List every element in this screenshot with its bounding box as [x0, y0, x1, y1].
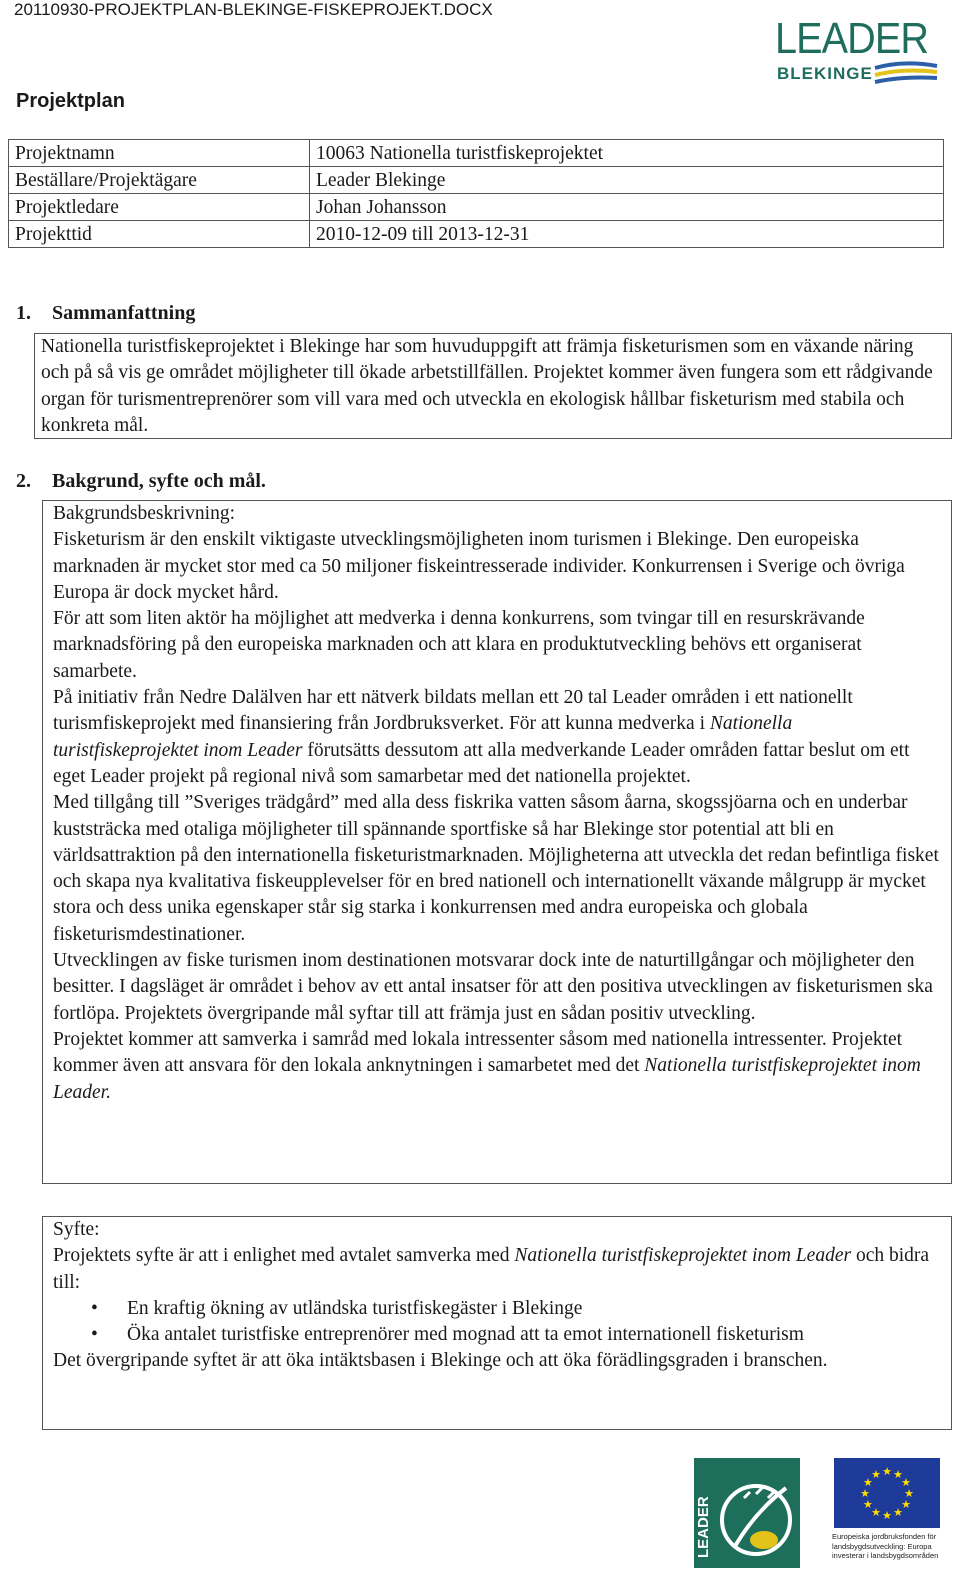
background-paragraph: Fisketurism är den enskilt viktigaste utvecklingsmöjligheten inom turismen i Blekinge. Den europeiska marknaden är mycket stor med ca 50 miljoner fiskeintresserade individer. Konkurrensen i Sverige och övriga Europa är dock mycket hård.: [53, 529, 905, 603]
purpose-outro: Det övergripande syftet är att öka intäktsbasen i Blekinge och att öka förädlingsgraden i branschen.: [53, 1350, 828, 1372]
eu-star-icon: ★: [882, 1510, 892, 1522]
table-value: Johan Johansson: [310, 194, 944, 221]
background-box: [42, 500, 952, 1184]
table-value: Leader Blekinge: [310, 167, 944, 194]
section1-number: 1.: [16, 302, 31, 324]
eu-star-icon: ★: [904, 1488, 914, 1500]
logo-line1: LEADER: [775, 14, 929, 63]
background-paragraph: För att som liten aktör ha möjlighet att medverka i denna konkurrens, som tvingar till en resurskrävande marknadsföring på den europeiska marknaden och att klara en produktutveckling behövs ett organiserat samarbete.: [53, 608, 865, 682]
table-key: Beställare/Projektägare: [9, 167, 310, 194]
table-value: 2010-12-09 till 2013-12-31: [310, 221, 944, 248]
eu-star-icon: ★: [860, 1488, 870, 1500]
list-item-text: En kraftig ökning av utländska turistfiskegäster i Blekinge: [127, 1297, 583, 1319]
table-key: Projektnamn: [9, 140, 310, 167]
text-run: På initiativ från Nedre Dalälven har ett nätverk bildats mellan ett 20 tal Leader områden i ett nationellt turismfiskeprojekt med finansiering från Jordbruksverket. För att kunna medverka i: [53, 687, 853, 735]
text-run: och bidra till:: [53, 1245, 930, 1293]
purpose-label: Syfte:: [53, 1219, 100, 1240]
table-row: [9, 194, 944, 221]
eu-star-icon: ★: [882, 1466, 892, 1478]
background-paragraph: Utvecklingen av fiske turismen inom destinationen motsvarar dock inte de naturtillgångar och möjligheter den besitter. I dagsläget är området i behov av ett antal insatser för att den positiva utvecklingen av fisketurismen ska fortlöpa. Projektets övergripande mål syftar till att främja just en sådan positiv utveckling.: [53, 950, 933, 1024]
italic-project-name: Nationella turistfiskeprojektet inom Leader: [53, 713, 793, 761]
eu-star-icon: ★: [862, 1477, 873, 1489]
eu-star-icon: ★: [893, 1507, 903, 1520]
eu-flag-icon: [834, 1458, 940, 1528]
table-key: Projektledare: [9, 194, 310, 221]
leader-blekinge-logo: [773, 14, 943, 88]
logo-line2: BLEKINGE: [777, 64, 873, 83]
table-row: [9, 140, 944, 167]
project-info-table: [8, 139, 944, 248]
eu-agricultural-fund-logo: [830, 1458, 942, 1568]
table-row: [9, 167, 944, 194]
eu-star-icon: ★: [893, 1468, 903, 1481]
text-run: Projektet kommer att samverka i samråd med lokala intressenter såsom med nationella intressenter. Projektet kommer även att ansvara för den lokala anknytningen i samarbetet med det: [53, 1028, 903, 1077]
background-paragraph: Med tillgång till ”Sveriges trädgård” med alla dess fiskrika vatten såsom åarna, skogssjöarna och en underbar kuststräcka med otaliga möjligheter till spännande sportfiske så har Blekinge stor potential att bli en världsattraktion på den internationella fisketuristmarknaden. Möjligheterna att utveckla det redan befintliga fisket och skapa nya kvalitativa fiskeupplevelser för en bred nationell och internationellt växande målgrupp är mycket stora och dess unika egenskaper står sig starka i konkurrensen med andra europeiska och globala fisketurismdestinationer.: [53, 792, 939, 945]
section2-number: 2.: [16, 470, 31, 492]
section2-heading: [16, 470, 266, 493]
eu-star-icon: ★: [862, 1499, 873, 1511]
summary-text: Nationella turistfiskeprojektet i Blekinge har som huvuduppgift att främja fisketurismen som en växande näring och på så vis ge området möjligheter till ökade arbetstillfällen. Projektet kommer även fungera som ett rådgivande organ för turismentreprenörer som vill vara med och utveckla en ekologisk hållbar fisketurism med stabila och konkreta mål.: [41, 336, 933, 436]
purpose-intro: [53, 1243, 941, 1296]
background-label: Bakgrundsbeskrivning:: [53, 503, 235, 524]
leader-emblem-text: LEADER: [695, 1496, 712, 1558]
background-paragraph: [53, 685, 941, 790]
table-value: 10063 Nationella turistfiskeprojektet: [310, 140, 944, 167]
section1-heading: [16, 302, 195, 325]
list-item-text: Öka antalet turistfiske entreprenörer med mognad att ta emot internationell fisketurism: [127, 1324, 804, 1346]
purpose-box: [42, 1216, 952, 1430]
logo-swoosh-icon: [873, 58, 941, 88]
purpose-list: [53, 1296, 941, 1349]
background-paragraph: [53, 1027, 941, 1106]
italic-project-name: Nationella turistfiskeprojektet inom Leader.: [53, 1055, 921, 1103]
leader-emblem-logo: [694, 1458, 800, 1568]
eu-star-icon: ★: [901, 1477, 912, 1489]
eu-caption: Europeiska jordbruksfonden för landsbygdsutveckling: Europa investerar i landsbygdsområden: [832, 1532, 939, 1560]
eu-star-icon: ★: [871, 1468, 881, 1481]
eu-star-icon: ★: [901, 1499, 912, 1511]
table-key: Projekttid: [9, 221, 310, 248]
list-item: [53, 1296, 941, 1322]
section1-title: Sammanfattning: [52, 302, 196, 324]
file-header: 20110930-PROJEKTPLAN-BLEKINGE-FISKEPROJEKT.DOCX: [14, 0, 493, 19]
text-run: förutsätts dessutom att alla medverkande Leader områden fattar beslut om ett eget Leader projekt på regional nivå som samarbetar med det nationella projektet.: [53, 739, 910, 787]
bullet-icon: •: [91, 1324, 98, 1346]
bullet-icon: •: [91, 1297, 98, 1319]
list-item: [53, 1322, 941, 1348]
italic-project-name: Nationella turistfiskeprojektet inom Leader: [514, 1245, 852, 1267]
text-run: Projektets syfte är att i enlighet med avtalet samverka med: [53, 1245, 515, 1267]
document-title: Projektplan: [16, 90, 125, 112]
summary-box: [34, 333, 952, 439]
eu-star-icon: ★: [871, 1507, 881, 1520]
section2-title: Bakgrund, syfte och mål.: [52, 470, 266, 492]
table-row: [9, 221, 944, 248]
